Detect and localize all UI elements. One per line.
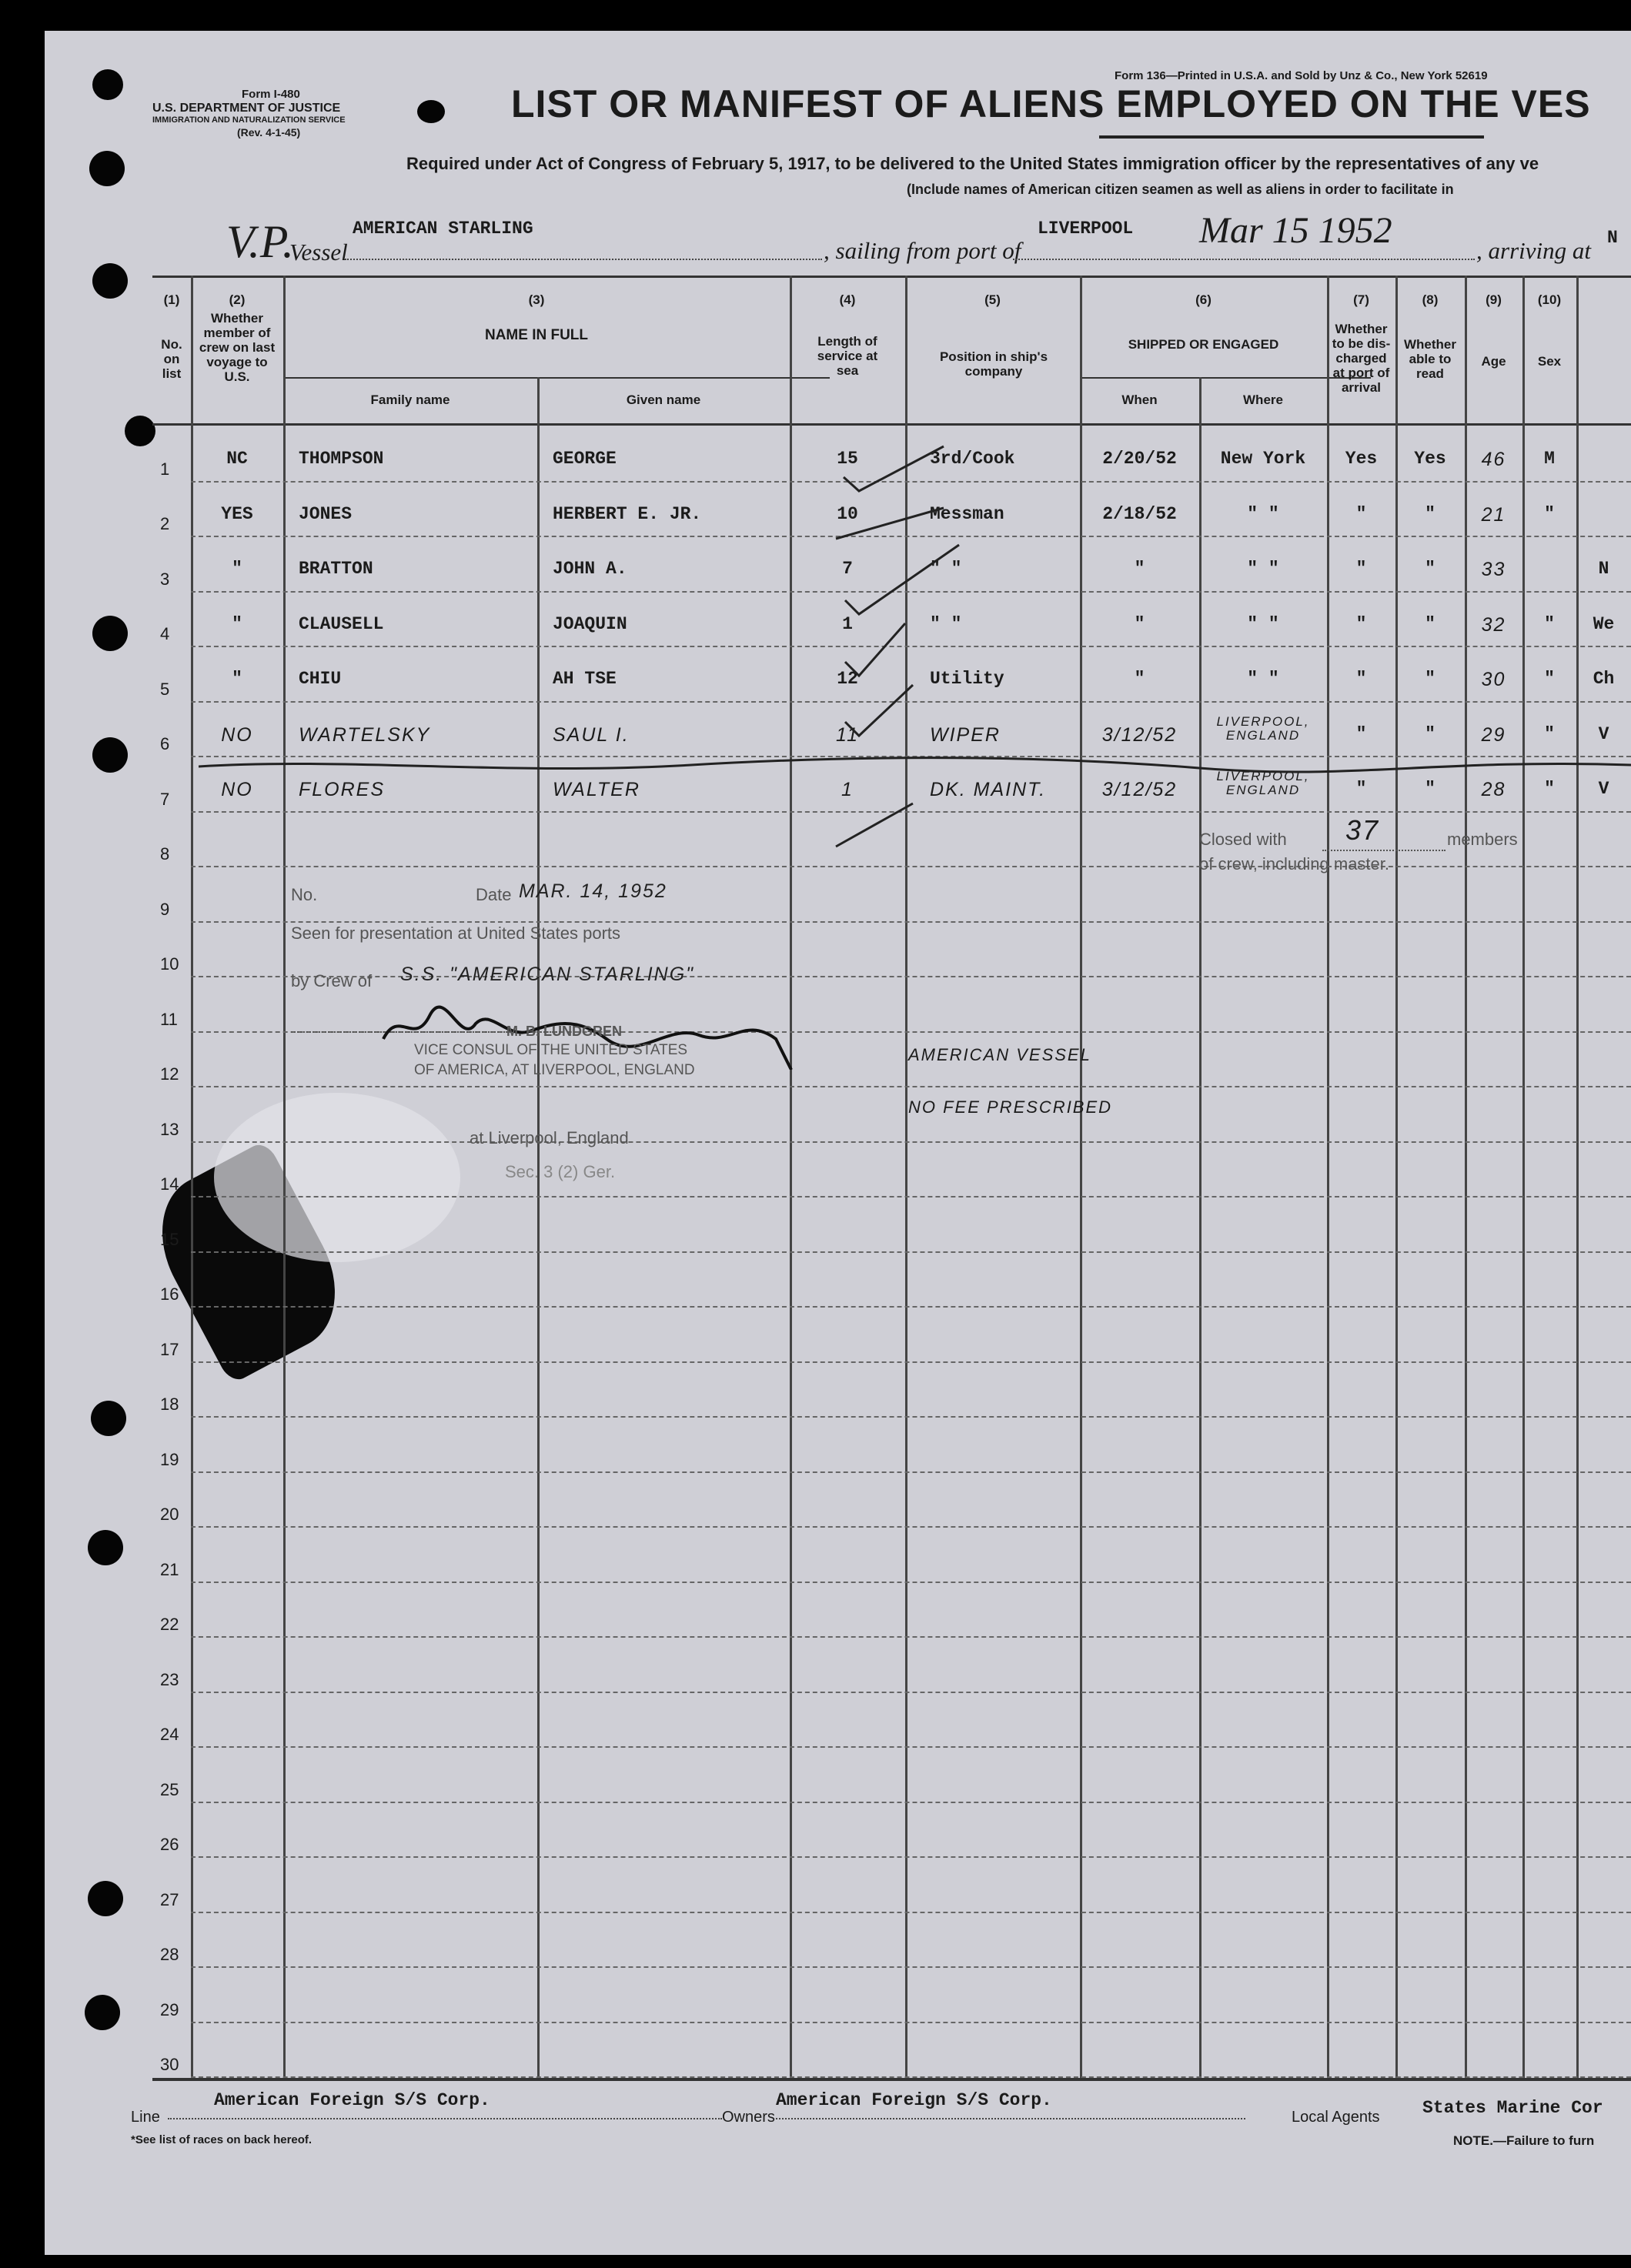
entry-where: LIVERPOOL, ENGLAND [1216,713,1310,743]
row-rule [191,1526,1631,1528]
entry-family: WARTELSKY [299,723,431,746]
entry-where: " " [1247,613,1279,634]
entry-when: " [1134,559,1145,579]
row-number: 16 [160,1284,179,1304]
row-rule [191,1306,1631,1308]
entry-position: " " [930,559,962,579]
entry-discharged: " [1355,613,1367,634]
col6-where: Where [1243,392,1283,407]
entry-crew: NC [226,449,248,469]
col2-label: Whether member of crew on last voyage to U.S. [199,311,276,384]
entry-discharged: " [1355,723,1367,744]
entry-crew: " [232,669,242,689]
row-number: 21 [160,1559,179,1579]
row-rule [191,1141,1631,1143]
entry-family: FLORES [299,779,386,800]
row-number: 9 [160,899,170,919]
american-vessel-note: AMERICAN VESSEL [908,1045,1091,1064]
punch-hole [92,263,128,299]
row-number: 30 [160,2055,179,2074]
punch-hole [92,737,128,773]
service: IMMIGRATION AND NATURALIZATION SERVICE [152,115,346,125]
row-rule [191,1582,1631,1583]
entry-sex: M [1544,449,1555,469]
title-underline [1099,135,1484,139]
entry-age: 29 [1481,723,1506,746]
row-number: 4 [160,624,170,643]
row-number: 5 [160,679,170,699]
col8-label: Whether able to read [1404,337,1456,381]
col9-label: Age [1481,354,1506,369]
row-rule [191,866,1631,867]
entry-family: CLAUSELL [299,613,384,634]
col-divider [1395,276,1398,2078]
department: U.S. DEPARTMENT OF JUSTICE [152,102,341,115]
row-rule [191,1966,1631,1968]
entry-when: 2/20/52 [1102,449,1177,469]
paper-stain [214,1093,460,1262]
entry-sex: " [1544,669,1555,689]
footer-note: NOTE.—Failure to furn [1453,2133,1595,2148]
members-label: members [1447,830,1518,849]
footer-owners-label: Owners [722,2109,775,2126]
entry-service: 12 [837,669,858,689]
col4-num: (4) [839,292,856,307]
entry-where: " " [1247,503,1279,524]
entry-crew: NO [221,723,253,746]
printer-note: Form 136—Printed in U.S.A. and Sold by Unz & Co., New York 52619 [1115,69,1488,82]
stamp-sec: Sec. 3 (2) Ger. [505,1162,616,1181]
entry-where: " " [1247,559,1279,579]
row-rule [191,1361,1631,1363]
entry-where: LIVERPOOL, ENGLAND [1216,769,1310,797]
entry-extra: We [1593,613,1615,634]
row-rule [191,1086,1631,1087]
form-rev: (Rev. 4-1-45) [237,126,301,139]
entry-service: 1 [841,779,854,800]
entry-service: 10 [837,503,858,524]
entry-service: 7 [842,559,853,579]
col7-label: Whether to be dis-charged at port of arrival [1332,322,1391,395]
row-number: 3 [160,569,170,589]
col3-label: NAME IN FULL [484,327,589,343]
stamp-ship: S.S. "AMERICAN STARLING" [400,964,695,985]
vp-annotation: V.P. [226,216,294,267]
col-divider [1576,276,1579,2078]
row-rule [191,1802,1631,1803]
entry-family: THOMPSON [299,449,384,469]
crew-count-line [1322,850,1446,851]
row-rule [191,921,1631,923]
row-number: 7 [160,789,170,809]
col-divider [1327,276,1329,2078]
row-number: 18 [160,1395,179,1414]
entry-read: Yes [1414,449,1446,469]
row-rule [191,2022,1631,2023]
stamp-at: at Liverpool, England [470,1128,629,1147]
entry-position: Utility [930,669,1004,689]
stamp-seen: Seen for presentation at United States ports [291,924,621,943]
col-divider [1080,276,1082,2078]
punch-hole [125,416,155,446]
row-rule [191,1471,1631,1473]
entry-service: 1 [842,613,853,634]
include-note: (Include names of American citizen seamen as well as aliens in order to facilitate in [907,182,1454,197]
col6-num: (6) [1195,292,1212,307]
row-number: 11 [160,1009,178,1029]
row-number: 14 [160,1174,179,1194]
sailing-port: LIVERPOOL [1038,219,1134,239]
entry-when: 2/18/52 [1102,503,1177,524]
entry-age: 46 [1481,449,1506,470]
col9-num: (9) [1486,292,1502,307]
entry-position: 3rd/Cook [930,449,1015,469]
entry-given: HERBERT E. JR. [553,503,702,524]
row-number: 20 [160,1505,179,1524]
col-divider [537,377,540,2078]
entry-when: " [1134,669,1145,689]
row-rule [191,1912,1631,1913]
row-number: 23 [160,1669,179,1689]
entry-position: DK. MAINT. [930,779,1047,800]
row-rule [191,2076,1631,2078]
punch-hole [92,69,123,100]
arriving-label: , arriving at [1476,237,1591,264]
col5-num: (5) [984,292,1001,307]
entry-given: JOHN A. [553,559,627,579]
requirement-text: Required under Act of Congress of February 5, 1917, to be delivered to the United States immigration officer by the representatives of any ve [406,154,1539,173]
entry-service: 11 [836,723,859,746]
entry-age: 32 [1481,613,1506,636]
row-number: 22 [160,1615,179,1634]
port-fill-line [1013,259,1475,260]
entry-when: " [1134,613,1145,634]
entry-read: " [1425,559,1435,579]
entry-read: " [1425,723,1435,744]
entry-extra: N [1598,559,1609,579]
col-divider [1522,276,1525,2078]
col10-num: (10) [1537,292,1562,307]
table-bottom-rule [152,2078,1631,2081]
col2-num: (2) [229,292,246,307]
entry-discharged: " [1355,669,1367,689]
handwritten-date: Mar 15 1952 [1199,210,1392,251]
col-divider [191,276,193,2078]
entry-age: 28 [1481,779,1506,800]
stamp-date-label: Date [476,885,512,904]
row-number: 10 [160,954,179,974]
entry-discharged: " [1355,503,1367,524]
footer-owners-value: American Foreign S/S Corp. [776,2090,1052,2110]
form-id: Form I-480 [242,88,300,101]
stamp-date: MAR. 14, 1952 [519,880,667,902]
entry-age: 30 [1481,669,1506,690]
name-subheader-rule [283,377,830,379]
row-rule [191,1636,1631,1638]
entry-discharged: " [1355,779,1367,799]
punch-hole [88,1881,123,1916]
entry-discharged: " [1355,559,1367,579]
footer-owners-rule [776,2118,1245,2119]
footer-agents-label: Local Agents [1292,2109,1380,2126]
entry-extra: V [1598,723,1609,744]
no-fee-note: NO FEE PRESCRIBED [908,1097,1113,1117]
entry-crew: " [232,613,242,634]
row-number: 15 [160,1229,179,1249]
of-crew-label: of crew, including master. [1199,854,1390,873]
entry-sex: " [1544,503,1555,524]
table-top-rule [152,276,1631,278]
entry-given: GEORGE [553,449,617,469]
row-rule [191,1251,1631,1253]
entry-position: WIPER [930,723,1001,746]
row-number: 8 [160,844,170,863]
col1-label: No. on list [161,337,182,381]
punch-hole [92,616,128,651]
row-number: 17 [160,1339,179,1359]
entry-age: 33 [1481,559,1506,580]
row-rule [191,1196,1631,1197]
row-number: 27 [160,1889,179,1909]
consul-name: M. B. LUNDGREN [506,1024,622,1039]
col4-label: Length of service at sea [817,334,878,378]
races-note: *See list of races on back hereof. [131,2133,312,2146]
col10-label: Sex [1537,354,1562,369]
row-rule [191,1856,1631,1858]
stamp-by-crew: by Crew of [291,971,373,990]
row-number: 29 [160,1999,179,2019]
entry-where: New York [1220,449,1306,469]
row-number: 1 [160,459,170,479]
closed-with-label: Closed with [1199,830,1287,849]
entry-read: " [1425,503,1435,524]
entry-when: 3/12/52 [1101,779,1178,800]
table-header-rule [152,423,1631,426]
row-number: 19 [160,1449,179,1469]
row-number: 26 [160,1835,179,1854]
col1-num: (1) [163,292,180,307]
col3-given: Given name [626,392,701,407]
entry-family: JONES [299,503,353,524]
row-number: 2 [160,514,170,533]
entry-read: " [1425,779,1435,799]
vessel-name: AMERICAN STARLING [353,219,533,239]
col8-num: (8) [1422,292,1439,307]
entry-extra: V [1598,779,1609,799]
entry-read: " [1425,669,1435,689]
entry-when: 3/12/52 [1101,723,1178,746]
consul-office-1: VICE CONSUL OF THE UNITED STATES [414,1042,688,1058]
entry-position: Messman [930,503,1004,524]
row-number: 13 [160,1119,179,1139]
col3-num: (3) [528,292,545,307]
col6-label: SHIPPED OR ENGAGED [1128,337,1279,352]
entry-age: 21 [1481,503,1506,526]
col-divider [1465,276,1467,2078]
entry-given: WALTER [553,779,640,800]
row-rule [191,1746,1631,1748]
entry-service: 15 [837,449,858,469]
entry-where: " " [1247,669,1279,689]
row-number: 12 [160,1064,179,1084]
col3-family: Family name [370,392,450,407]
footer-line-value: American Foreign S/S Corp. [214,2090,490,2110]
footer-line-label: Line [131,2109,160,2126]
punch-hole [88,1530,123,1565]
entry-given: SAUL I. [553,723,630,746]
row-rule [191,1692,1631,1693]
row-rule [191,1416,1631,1418]
punch-hole [89,151,125,186]
entry-given: AH TSE [553,669,617,689]
vessel-label: Vessel [289,239,348,266]
row-number: 24 [160,1725,179,1744]
vessel-fill-line [345,259,822,260]
punch-hole [417,100,445,123]
stamp-no-label: No. [291,885,318,904]
entry-family: BRATTON [299,559,373,579]
entry-family: CHIU [299,669,342,689]
row-number: 28 [160,1945,179,1964]
row-number: 6 [160,734,170,753]
punch-hole [85,1995,120,2030]
entry-extra: Ch [1593,669,1615,689]
col6-when: When [1121,392,1158,407]
col7-num: (7) [1353,292,1369,307]
col-divider [283,276,286,2078]
crew-count: 37 [1345,814,1380,846]
entry-crew: NO [221,779,253,800]
footer-line-rule [168,2118,722,2119]
entry-given: JOAQUIN [553,613,627,634]
entry-position: " " [930,613,962,634]
entry-sex: " [1544,613,1555,634]
entry-sex: " [1544,779,1555,799]
arriving-port: N [1607,228,1618,248]
entry-crew: " [232,559,242,579]
row-number: 25 [160,1779,179,1799]
punch-hole [91,1401,126,1436]
footer-agents-value: States Marine Cor [1422,2098,1603,2118]
entry-crew: YES [221,503,253,524]
sailing-label: , sailing from port of [824,237,1021,264]
entry-read: " [1425,613,1435,634]
consul-office-2: OF AMERICA, AT LIVERPOOL, ENGLAND [414,1062,695,1078]
col5-label: Position in ship's company [939,349,1048,379]
page-title: LIST OR MANIFEST OF ALIENS EMPLOYED ON THE VES [511,82,1591,125]
entry-discharged: Yes [1345,449,1378,469]
service-check-marks [790,431,1005,862]
entry-sex: " [1544,723,1555,744]
manifest-sheet [45,31,1631,2255]
